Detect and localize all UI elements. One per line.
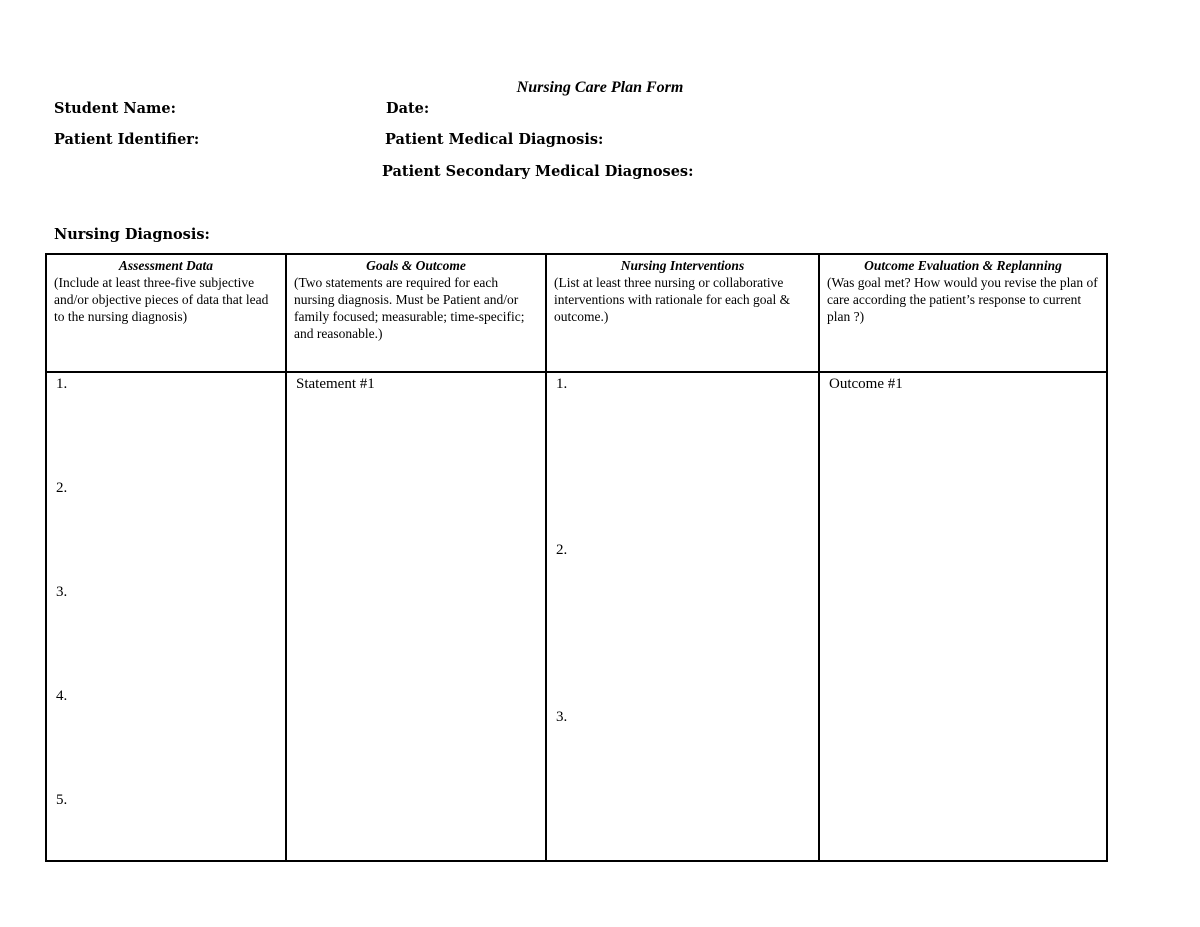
goal-statement: Statement #1 (296, 376, 375, 392)
column-title: Assessment Data (118, 258, 214, 273)
assessment-item: 1. (56, 376, 68, 392)
column-description: (Include at least three-five subjective and/or objective pieces of data that lead to the nursing diagnosis) (54, 275, 269, 324)
assessment-item: 4. (56, 688, 68, 704)
column-description: (Was goal met? How would you revise the plan of care according the patient’s response to current plan ?) (827, 275, 1098, 324)
intervention-item: 3. (556, 709, 568, 725)
assessment-item: 5. (56, 792, 68, 808)
care-plan-table (45, 253, 1108, 862)
table-body-row (46, 372, 1107, 861)
form-title: Nursing Care Plan Form (516, 79, 684, 96)
student-name-label: Student Name: (54, 100, 176, 117)
assessment-data-header (46, 254, 286, 372)
nursing-interventions-header (546, 254, 819, 372)
goals-outcome-header (286, 254, 546, 372)
date-label: Date: (386, 100, 430, 117)
goals-outcome-cell[interactable] (286, 372, 546, 861)
outcome-evaluation-header (819, 254, 1107, 372)
nursing-diagnosis-label: Nursing Diagnosis: (54, 226, 210, 243)
intervention-item: 1. (556, 376, 568, 392)
patient-identifier-label: Patient Identifier: (54, 131, 200, 148)
outcome-item: Outcome #1 (829, 376, 903, 392)
assessment-data-cell[interactable] (46, 372, 286, 861)
column-title: Nursing Interventions (620, 258, 745, 273)
outcome-evaluation-cell[interactable] (819, 372, 1107, 861)
column-description: (Two statements are required for each nursing diagnosis. Must be Patient and/or family focused; measurable; time-specific; and reasonable.) (294, 275, 525, 341)
assessment-item: 2. (56, 480, 68, 496)
column-description: (List at least three nursing or collaborative interventions with rationale for each goal & outcome.) (554, 275, 791, 324)
medical-diagnosis-label: Patient Medical Diagnosis: (385, 131, 604, 148)
secondary-diagnoses-label: Patient Secondary Medical Diagnoses: (382, 163, 694, 180)
nursing-interventions-cell[interactable] (546, 372, 819, 861)
intervention-item: 2. (556, 542, 568, 558)
table-header-row (46, 254, 1107, 372)
column-title: Outcome Evaluation & Replanning (864, 258, 1062, 273)
assessment-item: 3. (56, 584, 68, 600)
column-title: Goals & Outcome (366, 258, 466, 273)
